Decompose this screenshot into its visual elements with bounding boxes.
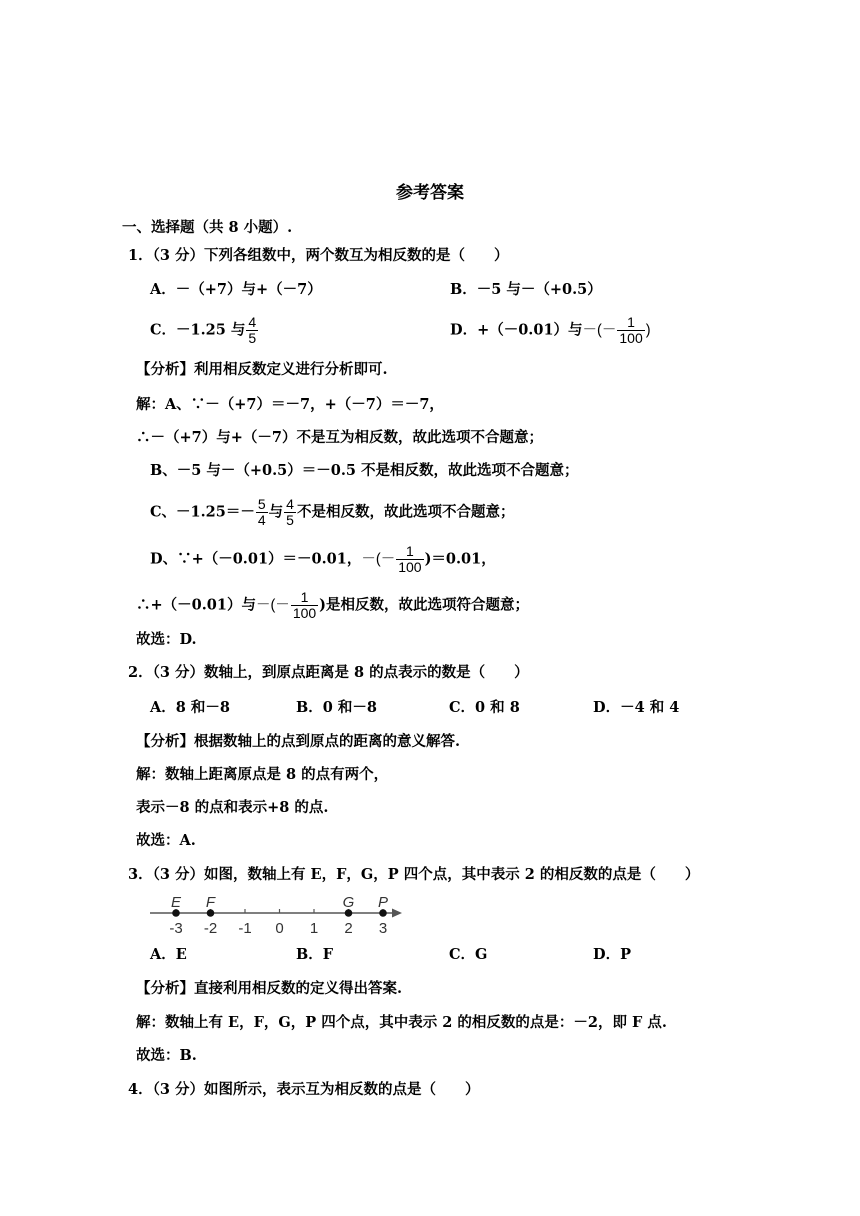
fraction-numerator: 5 [257,496,266,512]
q4-stem: 4．（3 分）如图所示，表示互为相反数的点是（ ） [128,1081,480,1098]
q1-option-c-text: C．－1.25 与 [150,321,246,339]
q1-option-c [150,315,259,346]
q1-option-d [450,315,651,346]
fraction-numerator: 1 [396,544,423,560]
q3-option-b: B．F [296,946,334,963]
q3-answer: 故选：B. [136,1047,197,1064]
arrow-right-icon [392,909,402,918]
number-line-point-label: P [377,894,389,911]
q3-option-c: C．G [449,946,488,963]
number-line-tick-label: 1 [309,920,319,937]
q3-option-d: D．P [593,946,631,963]
paren-close: ) [645,322,651,339]
fraction-numerator: 1 [617,315,644,331]
solution-text: ∴+（－0.01）与 [136,596,256,614]
number-line-tick-label: 3 [378,920,388,937]
number-line-point-label: G [342,894,355,911]
number-line-figure [148,893,408,937]
q3-option-a: A．E [150,946,187,963]
fraction [617,315,644,346]
fraction [284,497,296,528]
fraction-denominator: 100 [619,330,643,346]
q1-solution-line-2: ∴－（+7）与+（－7）不是互为相反数，故此选项不合题意； [136,429,543,446]
solution-text: C、－1.25＝－ [150,503,255,521]
fraction-numerator: 1 [291,590,318,606]
solution-text: D、∵+（－0.01）＝－0.01， [150,550,362,568]
number-line-tick-label: -3 [169,920,183,937]
fraction-denominator: 100 [292,605,317,621]
fraction [291,590,318,621]
solution-text: )＝0.01， [424,550,496,568]
paren-open: －(－ [361,551,396,568]
q1-option-a: A．－（+7）与+（－7） [150,281,322,298]
q1-option-d-text: D．+（－0.01）与 [450,321,583,339]
q1-solution-line-4 [150,497,514,528]
q3-stem: 3．（3 分）如图，数轴上有 E，F，G，P 四个点，其中表示 2 的相反数的点是（ ） [128,866,700,883]
q2-answer: 故选：A. [136,832,196,849]
fraction-denominator: 100 [398,559,422,575]
q2-solution-line-1: 解：数轴上距离原点是 8 的点有两个， [136,766,389,783]
fraction-numerator: 4 [286,496,294,512]
number-line-tick-label: 2 [344,920,353,937]
q1-solution-line-6 [136,590,529,621]
q3-analysis: 【分析】直接利用相反数的定义得出答案. [136,980,403,997]
page-title: 参考答案 [396,183,464,203]
solution-text: )是相反数，故此选项符合题意； [319,596,530,614]
q2-option-d: D．－4 和 4 [593,699,680,716]
number-line-point-label: F [205,894,216,911]
q2-analysis: 【分析】根据数轴上的点到原点的距离的意义解答. [136,733,461,750]
q2-stem: 2．（3 分）数轴上，到原点距离是 8 的点表示的数是（ ） [128,664,529,681]
solution-text: 不是相反数，故此选项不合题意； [296,503,515,521]
fraction-denominator: 5 [248,330,257,346]
fraction-denominator: 5 [286,512,294,528]
solution-text: 与 [268,503,284,521]
paren-open: －(－ [582,322,617,339]
q1-solution-line-5 [150,544,496,575]
number-line-tick-label: -2 [203,920,218,937]
number-line-tick-label: 0 [275,920,284,937]
fraction [396,544,423,575]
q2-option-c: C．0 和 8 [449,699,520,716]
fraction-denominator: 4 [257,512,266,528]
paren-open: －(－ [255,597,290,614]
section-heading: 一、选择题（共 8 小题）. [122,219,293,236]
q1-solution-line-3: B、－5 与－（+0.5）＝－0.5 不是相反数，故此选项不合题意； [150,462,579,479]
q1-stem: 1．（3 分）下列各组数中，两个数互为相反数的是（ ） [128,247,509,264]
q1-option-b: B．－5 与－（+0.5） [450,281,602,298]
q1-answer: 故选：D. [136,631,197,648]
q2-option-a: A．8 和－8 [150,699,230,716]
number-line-tick-label: -1 [238,920,252,937]
q3-solution-line-1: 解：数轴上有 E，F，G，P 四个点，其中表示 2 的相反数的点是：－2，即 F 点. [136,1014,667,1031]
fraction [246,315,258,346]
q2-solution-line-2: 表示－8 的点和表示+8 的点. [136,799,329,816]
fraction-numerator: 4 [248,314,257,330]
q2-option-b: B．0 和－8 [296,699,377,716]
number-line-point-label: E [170,894,182,911]
fraction [256,497,268,528]
q1-solution-line-1: 解：A、∵－（+7）＝－7，+（－7）＝－7， [136,396,444,413]
q1-analysis: 【分析】利用相反数定义进行分析即可. [136,361,388,378]
